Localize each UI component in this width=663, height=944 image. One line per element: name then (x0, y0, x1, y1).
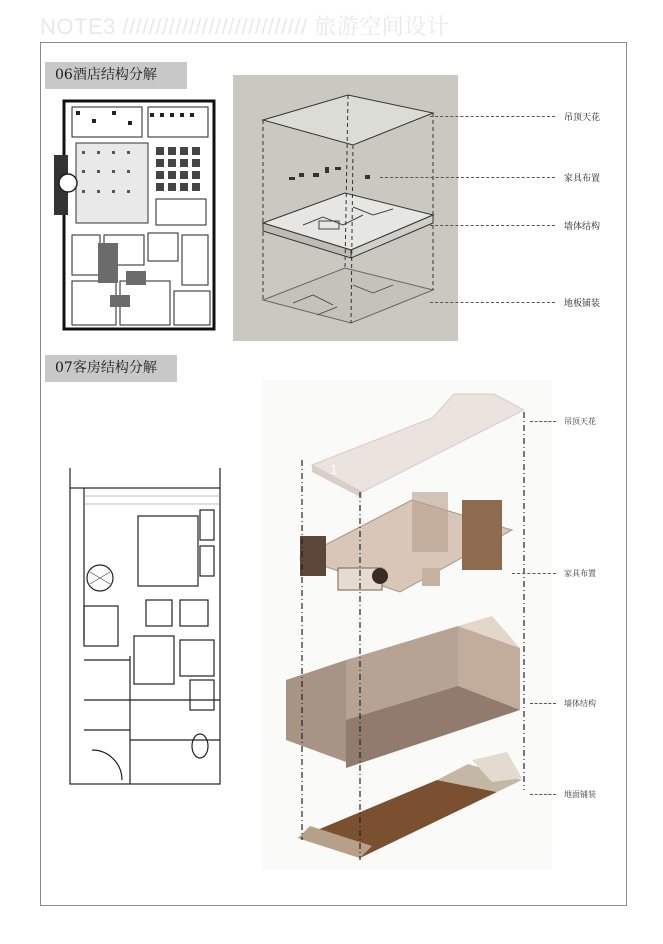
room-layer-label-walls: 墙体结构 (564, 699, 596, 708)
section-07-title: 07客房结构分解 (45, 355, 177, 382)
layer-number: 1 (330, 463, 338, 477)
guest-room-floor-plan (60, 460, 235, 790)
layer-label-floor: 地板铺装 (564, 299, 601, 309)
leader-line (530, 703, 556, 704)
leader-line (530, 794, 556, 795)
leader-line (530, 421, 556, 422)
layer-label-ceiling: 吊顶天花 (564, 113, 601, 123)
leader-line (380, 177, 555, 178)
room-layer-label-floor: 地面铺装 (564, 790, 596, 799)
leader-line (430, 225, 555, 226)
hotel-floor-plan (52, 95, 222, 335)
section-06-title: 06酒店结构分解 (45, 62, 187, 89)
room-layer-label-ceiling: 吊顶天花 (564, 417, 596, 426)
layer-label-walls: 墙体结构 (564, 222, 601, 232)
leader-line (430, 302, 555, 303)
room-exploded-diagram (262, 380, 552, 870)
layer-label-furniture: 家具布置 (564, 174, 601, 184)
leader-line (512, 573, 556, 574)
page-watermark: NOTE3 //////////////////////////// 旅游空间设计 (40, 14, 450, 39)
room-layer-label-furniture: 家具布置 (564, 569, 596, 578)
leader-line (430, 116, 555, 117)
hotel-exploded-diagram (233, 75, 458, 341)
